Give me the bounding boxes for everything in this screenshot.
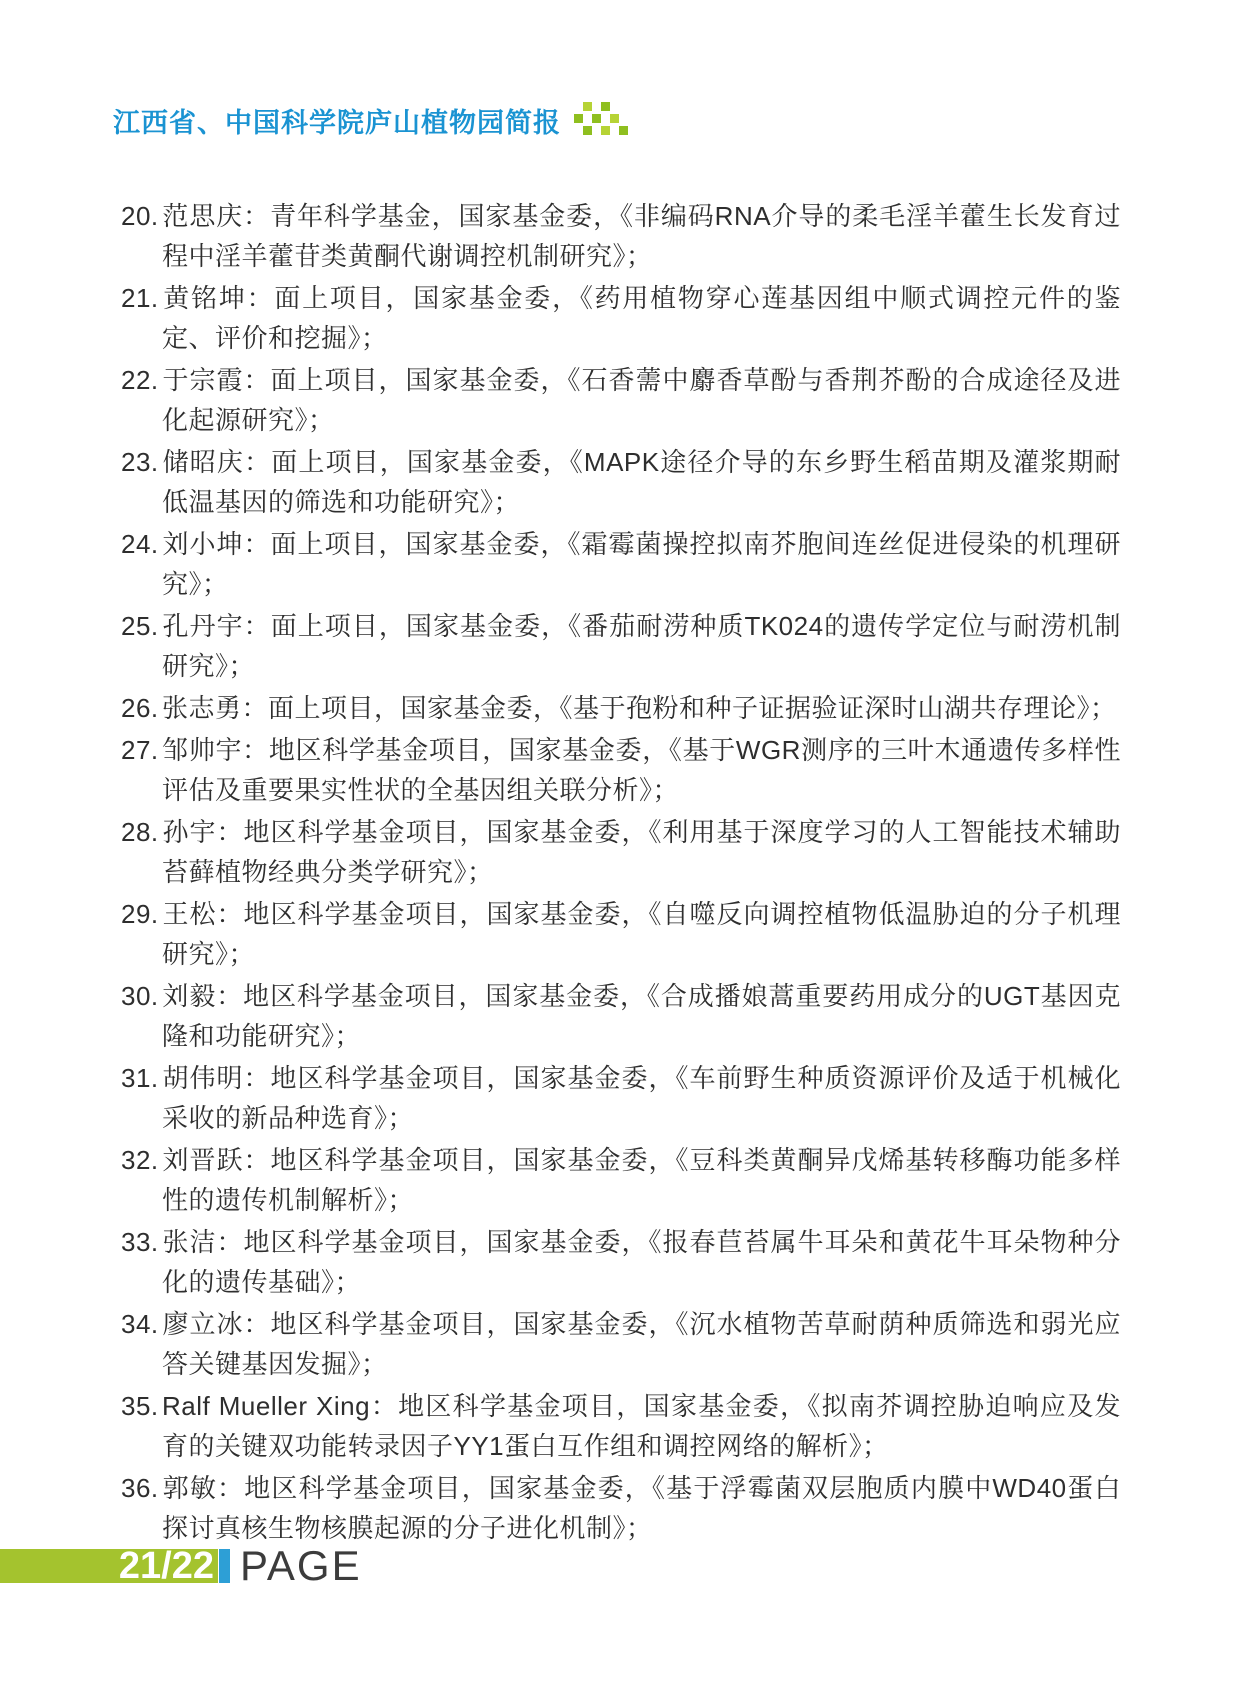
list-item [121, 688, 1121, 728]
list-item [121, 730, 1121, 810]
pixel-double-chevron-icon [573, 101, 629, 139]
list-item [121, 894, 1121, 974]
list-item [121, 1058, 1121, 1138]
item-text: 于宗霞：面上项目，国家基金委，《石香薷中麝香草酚与香荆芥酚的合成途径及进化起源研究》； [162, 365, 1121, 435]
list-item [121, 196, 1121, 276]
item-text: 黄铭坤：面上项目，国家基金委，《药用植物穿心莲基因组中顺式调控元件的鉴定、评价和挖掘》； [162, 283, 1121, 353]
item-number: 22. [121, 365, 159, 395]
item-text: 郭敏：地区科学基金项目，国家基金委，《基于浮霉菌双层胞质内膜中WD40蛋白探讨真核生物核膜起源的分子进化机制》； [162, 1473, 1121, 1543]
item-text: 胡伟明：地区科学基金项目，国家基金委，《车前野生种质资源评价及适于机械化采收的新品种选育》； [162, 1063, 1121, 1133]
list-item [121, 976, 1121, 1056]
item-text: 刘毅：地区科学基金项目，国家基金委，《合成播娘蒿重要药用成分的UGT基因克隆和功能研究》； [162, 981, 1121, 1051]
project-list [121, 196, 1121, 1550]
item-text: 张志勇：面上项目，国家基金委，《基于孢粉和种子证据验证深时山湖共存理论》； [162, 693, 1117, 723]
item-text: 廖立冰：地区科学基金项目，国家基金委，《沉水植物苦草耐荫种质筛选和弱光应答关键基因发掘》； [162, 1309, 1121, 1379]
list-item [121, 812, 1121, 892]
item-number: 31. [121, 1063, 159, 1093]
item-number: 21. [121, 283, 159, 313]
item-text: 刘晋跃：地区科学基金项目，国家基金委，《豆科类黄酮异戊烯基转移酶功能多样性的遗传机制解析》； [162, 1145, 1121, 1215]
item-number: 33. [121, 1227, 159, 1257]
header [113, 98, 629, 142]
list-item [121, 606, 1121, 686]
list-item [121, 1386, 1121, 1466]
page-number: 21/22 [118, 1545, 214, 1587]
item-text: Ralf Mueller Xing：地区科学基金项目，国家基金委，《拟南芥调控胁迫响应及发育的关键双功能转录因子YY1蛋白互作组和调控网络的解析》； [162, 1391, 1121, 1461]
item-text: 孙宇：地区科学基金项目，国家基金委，《利用基于深度学习的人工智能技术辅助苔藓植物经典分类学研究》； [162, 817, 1121, 887]
footer-page-bar [0, 1545, 218, 1587]
item-text: 张洁：地区科学基金项目，国家基金委，《报春苣苔属牛耳朵和黄花牛耳朵物种分化的遗传基础》； [162, 1227, 1121, 1297]
footer-accent-block [219, 1549, 230, 1583]
list-item [121, 1468, 1121, 1548]
item-number: 36. [121, 1473, 159, 1503]
page-label: PAGE [240, 1542, 362, 1589]
list-item [121, 1222, 1121, 1302]
page-title: 江西省、中国科学院庐山植物园简报 [113, 107, 561, 138]
item-text: 储昭庆：面上项目，国家基金委，《MAPK途径介导的东乡野生稻苗期及灌浆期耐低温基因的筛选和功能研究》； [162, 447, 1121, 517]
item-text: 孔丹宇：面上项目，国家基金委，《番茄耐涝种质TK024的遗传学定位与耐涝机制研究》； [162, 611, 1121, 681]
item-number: 30. [121, 981, 159, 1011]
item-number: 28. [121, 817, 159, 847]
item-number: 23. [121, 447, 159, 477]
item-number: 35. [121, 1391, 159, 1421]
list-item [121, 278, 1121, 358]
list-item [121, 360, 1121, 440]
list-item [121, 442, 1121, 522]
item-text: 邹帅宇：地区科学基金项目，国家基金委，《基于WGR测序的三叶木通遗传多样性评估及重要果实性状的全基因组关联分析》； [162, 735, 1121, 805]
item-number: 27. [121, 735, 159, 765]
list-item [121, 1304, 1121, 1384]
item-number: 29. [121, 899, 159, 929]
item-text: 范思庆：青年科学基金，国家基金委，《非编码RNA介导的柔毛淫羊藿生长发育过程中淫羊藿苷类黄酮代谢调控机制研究》； [162, 201, 1121, 271]
list-item [121, 1140, 1121, 1220]
item-text: 王松：地区科学基金项目，国家基金委，《自噬反向调控植物低温胁迫的分子机理研究》； [162, 899, 1121, 969]
item-number: 25. [121, 611, 159, 641]
item-number: 26. [121, 693, 159, 723]
item-number: 24. [121, 529, 159, 559]
item-number: 32. [121, 1145, 159, 1175]
item-number: 34. [121, 1309, 159, 1339]
item-text: 刘小坤：面上项目，国家基金委，《霜霉菌操控拟南芥胞间连丝促进侵染的机理研究》； [162, 529, 1121, 599]
item-number: 20. [121, 201, 159, 231]
list-item [121, 524, 1121, 604]
